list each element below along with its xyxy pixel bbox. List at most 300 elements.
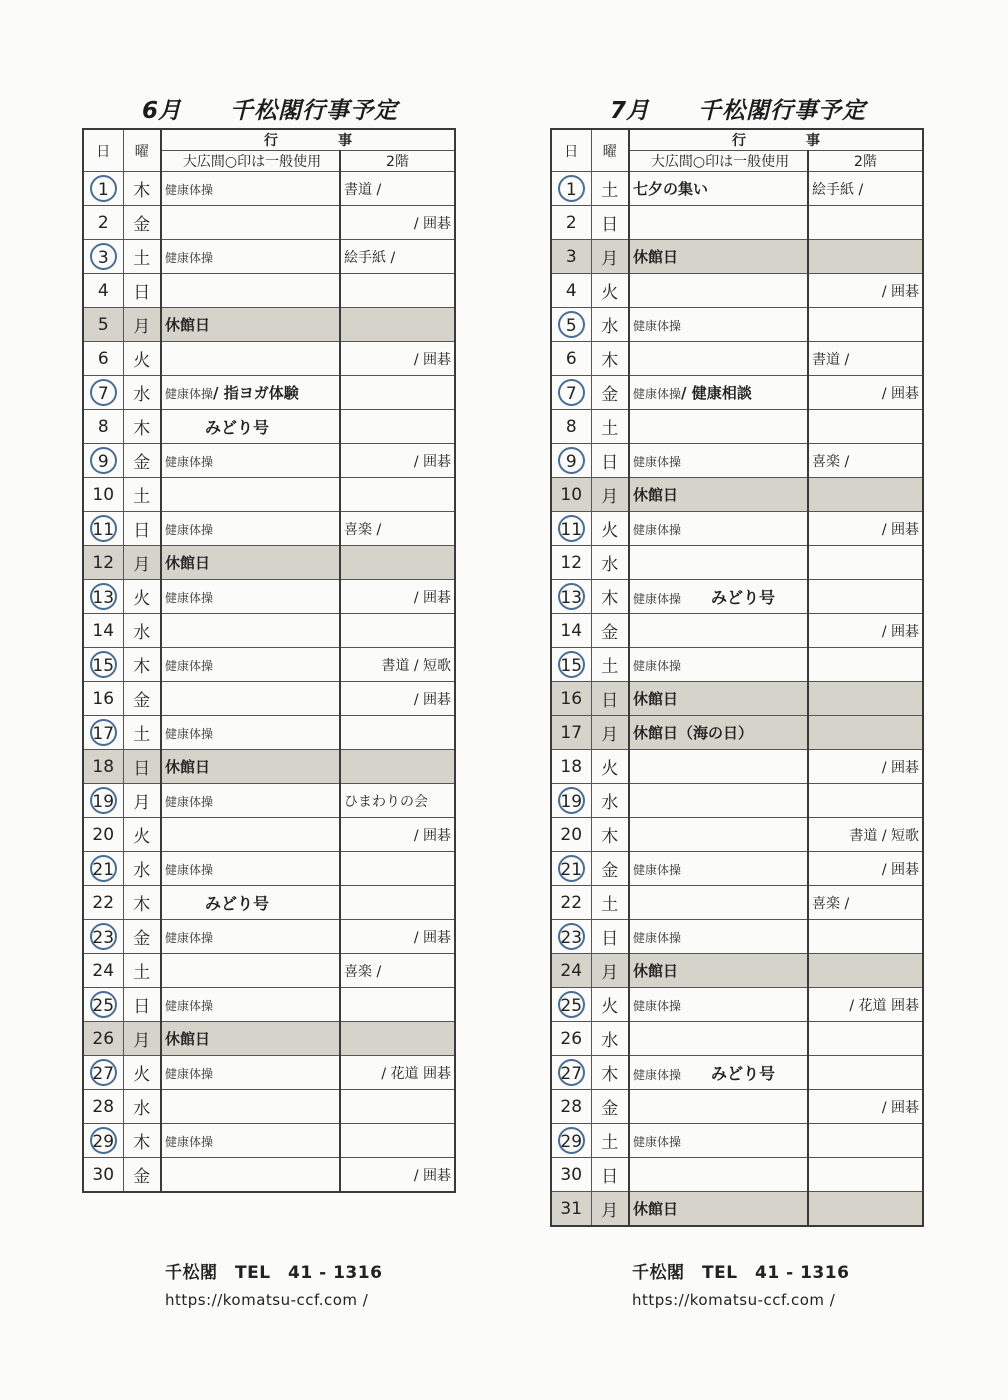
table-row (83, 172, 455, 206)
table-row (551, 410, 923, 444)
table-row (551, 444, 923, 478)
table-row (551, 988, 923, 1022)
floor2-event: / 囲碁 (413, 827, 451, 844)
hall-event: 休館日 (633, 962, 679, 980)
hall-event: 健康体操 (165, 726, 214, 741)
weekday-cell: 金 (123, 920, 161, 954)
floor2-event: 喜楽 / (812, 895, 850, 912)
table-row (551, 648, 923, 682)
hall-event-cell (629, 478, 808, 512)
day-number: 20 (560, 824, 583, 845)
floor2-event-cell (808, 614, 923, 648)
public-use-circle: 19 (90, 787, 117, 814)
public-use-circle: 1 (558, 175, 585, 202)
weekday-cell: 金 (123, 682, 161, 716)
day-cell (83, 444, 123, 478)
weekday-cell: 日 (591, 444, 629, 478)
floor2-event-cell (340, 376, 455, 410)
table-row (83, 988, 455, 1022)
hall-event-cell (161, 682, 340, 716)
hall-event-cell (161, 308, 340, 342)
floor2-event-cell (808, 886, 923, 920)
day-cell (551, 648, 591, 682)
day-number: 22 (560, 892, 583, 913)
floor2-event: / 囲碁 (413, 1167, 451, 1184)
floor2-event: / 囲碁 (881, 1099, 919, 1116)
floor2-event-cell (340, 614, 455, 648)
table-row (551, 512, 923, 546)
weekday-cell: 水 (123, 376, 161, 410)
floor2-event: / 囲碁 (413, 691, 451, 708)
public-use-circle: 13 (90, 583, 117, 610)
floor2-event-cell (808, 308, 923, 342)
weekday-cell: 木 (591, 1056, 629, 1090)
table-row (551, 580, 923, 614)
public-use-circle: 29 (558, 1127, 585, 1154)
day-cell (551, 580, 591, 614)
hall-event: 休館日 (633, 1200, 679, 1218)
day-cell (83, 240, 123, 274)
weekday-cell: 火 (123, 580, 161, 614)
closed-day-row (551, 954, 923, 988)
closed-day-row (83, 308, 455, 342)
hall-event-cell (161, 716, 340, 750)
table-row (551, 342, 923, 376)
day-cell (551, 818, 591, 852)
weekday-cell: 木 (123, 172, 161, 206)
day-cell (551, 1090, 591, 1124)
floor2-event-cell (340, 1022, 455, 1056)
day-cell (83, 716, 123, 750)
weekday-cell: 水 (123, 614, 161, 648)
hall-event-cell (161, 852, 340, 886)
hall-event-cell (161, 1158, 340, 1193)
table-row (551, 818, 923, 852)
floor2-event-cell (808, 750, 923, 784)
floor2-event-cell (340, 1124, 455, 1158)
hall-event-cell (629, 580, 808, 614)
events-header: 行事 (629, 129, 923, 151)
hall-event-extra: / 指ヨガ体験 (213, 384, 299, 402)
floor2-event: 書道 / (344, 181, 382, 198)
day-cell (551, 376, 591, 410)
hall-event-cell (629, 172, 808, 206)
public-use-circle: 13 (558, 583, 585, 610)
weekday-cell: 水 (591, 546, 629, 580)
public-use-circle: 29 (90, 1127, 117, 1154)
weekday-cell: 火 (591, 988, 629, 1022)
hall-event-cell (161, 546, 340, 580)
weekday-cell: 月 (591, 716, 629, 750)
day-cell (551, 444, 591, 478)
weekday-cell: 水 (591, 784, 629, 818)
public-use-circle: 7 (90, 379, 117, 406)
floor2-event-cell (808, 988, 923, 1022)
weekday-cell: 土 (591, 1124, 629, 1158)
day-number: 2 (565, 212, 577, 233)
weekday-cell: 月 (591, 1192, 629, 1227)
day-cell (551, 852, 591, 886)
hall-event: 健康体操 (165, 590, 214, 605)
hall-event: 休館日 (633, 486, 679, 504)
floor2-event: / 囲碁 (881, 759, 919, 776)
day-number: 20 (92, 824, 115, 845)
floor2-event-cell (808, 716, 923, 750)
hall-event: 健康体操 (633, 318, 682, 333)
hall-event-cell (161, 410, 340, 444)
floor2-event: 書道 / (812, 351, 850, 368)
weekday-cell: 金 (123, 1158, 161, 1193)
floor2-event: / 囲碁 (413, 351, 451, 368)
weekday-cell: 金 (591, 1090, 629, 1124)
day-cell (551, 988, 591, 1022)
day-cell (551, 546, 591, 580)
hall-event-cell (629, 512, 808, 546)
hall-event: 健康体操 (165, 862, 214, 877)
hall-event-cell (629, 376, 808, 410)
hall-event-cell (161, 954, 340, 988)
table-row (551, 1056, 923, 1090)
table-row (551, 274, 923, 308)
floor2-event-cell (808, 1192, 923, 1227)
floor2-event: ひまわりの会 (344, 793, 428, 810)
table-row (551, 614, 923, 648)
public-use-circle: 5 (558, 311, 585, 338)
july-month-label: 7月 (610, 98, 650, 124)
hall-header: 大広間○印は一般使用 (161, 151, 340, 172)
table-row (83, 1124, 455, 1158)
floor2-event-cell (808, 648, 923, 682)
day-number: 12 (92, 552, 115, 573)
hall-event: 健康体操 (633, 522, 682, 537)
weekday-cell: 土 (123, 478, 161, 512)
contact-phone: 千松閣 TEL 41 - 1316 (632, 1263, 850, 1283)
hall-event-cell (629, 886, 808, 920)
floor2-event-cell (808, 682, 923, 716)
day-number: 24 (92, 960, 115, 981)
day-cell (551, 240, 591, 274)
floor2-event-cell (808, 444, 923, 478)
july-calendar (550, 88, 924, 1227)
day-number: 18 (560, 756, 583, 777)
closed-day-row (83, 546, 455, 580)
table-row (551, 546, 923, 580)
hall-event-cell (629, 308, 808, 342)
hall-event-cell (629, 988, 808, 1022)
day-cell (83, 206, 123, 240)
day-cell (551, 478, 591, 512)
public-use-circle: 15 (90, 651, 117, 678)
public-use-circle: 21 (558, 855, 585, 882)
floor2-event-cell (808, 1090, 923, 1124)
table-row (551, 886, 923, 920)
table-row (551, 1022, 923, 1056)
day-cell (551, 716, 591, 750)
hall-event-cell (161, 614, 340, 648)
floor2-event-cell (808, 1022, 923, 1056)
june-calendar (82, 88, 456, 1193)
weekday-cell: 日 (591, 1158, 629, 1192)
public-use-circle: 3 (90, 243, 117, 270)
day-cell (83, 1056, 123, 1090)
hall-event-cell (161, 1056, 340, 1090)
hall-event: 休館日 (165, 554, 211, 572)
day-cell (551, 274, 591, 308)
day-number: 5 (97, 314, 109, 335)
floor2-event-cell (808, 172, 923, 206)
hall-event: 健康体操 (633, 592, 682, 606)
day-cell (551, 410, 591, 444)
website-url[interactable]: https://komatsu-ccf.com / (632, 1291, 836, 1309)
june-title-block (82, 88, 456, 128)
hall-event-cell (161, 886, 340, 920)
floor2-event-cell (340, 206, 455, 240)
floor2-event-cell (340, 750, 455, 784)
floor2-event-cell (340, 580, 455, 614)
hall-event-cell (629, 546, 808, 580)
floor2-event-cell (808, 206, 923, 240)
table-row (83, 920, 455, 954)
floor2-event-cell (340, 240, 455, 274)
day-number: 2 (97, 212, 109, 233)
day-number: 12 (560, 552, 583, 573)
table-row (83, 410, 455, 444)
hall-event-cell (629, 954, 808, 988)
hall-event: 健康体操 (165, 998, 214, 1013)
hall-event: 健康体操 (165, 1134, 214, 1149)
hall-event: 健康体操 (633, 930, 682, 945)
table-row (551, 920, 923, 954)
hall-event-cell (629, 818, 808, 852)
floor2-event-cell (340, 988, 455, 1022)
weekday-cell: 月 (123, 546, 161, 580)
day-cell (83, 614, 123, 648)
weekday-cell: 土 (591, 410, 629, 444)
day-cell (551, 954, 591, 988)
floor2-event-cell (340, 648, 455, 682)
weekday-cell: 木 (123, 886, 161, 920)
day-cell (83, 1158, 123, 1193)
hall-event-cell (629, 750, 808, 784)
day-cell (83, 988, 123, 1022)
floor2-event-cell (340, 784, 455, 818)
floor2-event-cell (340, 410, 455, 444)
hall-event-cell (629, 342, 808, 376)
weekday-cell: 日 (123, 750, 161, 784)
hall-event-cell (161, 1090, 340, 1124)
closed-day-row (551, 682, 923, 716)
day-cell (83, 512, 123, 546)
weekday-cell: 日 (123, 988, 161, 1022)
day-cell (551, 614, 591, 648)
floor2-event: / 囲碁 (881, 861, 919, 878)
hall-event: 健康体操 (633, 387, 682, 401)
hall-event-cell (161, 818, 340, 852)
floor2-event-cell (340, 478, 455, 512)
table-row (83, 716, 455, 750)
july-schedule-table (550, 128, 924, 1227)
floor2-event-cell (808, 954, 923, 988)
hall-event-cell (629, 1090, 808, 1124)
floor2-event-cell (808, 274, 923, 308)
weekday-cell: 日 (591, 920, 629, 954)
weekday-cell: 日 (591, 206, 629, 240)
floor2-event: 喜楽 / (812, 453, 850, 470)
day-cell (83, 308, 123, 342)
day-cell (83, 410, 123, 444)
weekday-cell: 木 (591, 818, 629, 852)
weekday-header: 曜 (591, 129, 629, 172)
website-url[interactable]: https://komatsu-ccf.com / (165, 1291, 369, 1309)
day-number: 14 (92, 620, 115, 641)
hall-event-cell (161, 206, 340, 240)
hall-event-cell (629, 716, 808, 750)
weekday-cell: 火 (123, 342, 161, 376)
weekday-cell: 金 (591, 376, 629, 410)
day-header: 日 (551, 129, 591, 172)
table-row (551, 206, 923, 240)
day-number: 4 (97, 280, 109, 301)
floor2-event-cell (808, 818, 923, 852)
day-cell (551, 886, 591, 920)
floor2-header: 2階 (808, 151, 923, 172)
hall-event: 七夕の集い (633, 180, 709, 198)
floor2-event-cell (340, 1056, 455, 1090)
june-month-label: 6月 (142, 98, 182, 124)
hall-event-cell (629, 1158, 808, 1192)
weekday-cell: 火 (591, 750, 629, 784)
day-cell (83, 852, 123, 886)
weekday-cell: 土 (591, 886, 629, 920)
hall-event-cell (629, 274, 808, 308)
june-schedule-table (82, 128, 456, 1193)
hall-event-cell (161, 580, 340, 614)
hall-event-cell (629, 852, 808, 886)
floor2-event: 喜楽 / (344, 963, 382, 980)
june-rows (83, 172, 455, 1193)
weekday-cell: 月 (123, 308, 161, 342)
closed-day-row (551, 240, 923, 274)
closed-day-row (551, 478, 923, 512)
weekday-cell: 土 (591, 172, 629, 206)
day-number: 6 (97, 348, 109, 369)
floor2-event-cell (340, 444, 455, 478)
hall-event-cell (161, 172, 340, 206)
public-use-circle: 11 (90, 515, 117, 542)
weekday-cell: 月 (123, 784, 161, 818)
hall-event-cell (629, 1022, 808, 1056)
table-row (83, 206, 455, 240)
day-cell (83, 546, 123, 580)
weekday-cell: 木 (591, 342, 629, 376)
day-number: 8 (97, 416, 109, 437)
hall-event-cell (161, 920, 340, 954)
day-cell (83, 818, 123, 852)
table-row (83, 784, 455, 818)
floor2-event-cell (340, 920, 455, 954)
day-cell (83, 682, 123, 716)
hall-event: 健康体操 (165, 387, 214, 401)
hall-event: 休館日 (633, 690, 679, 708)
floor2-event: 書道 / 短歌 (849, 827, 919, 844)
weekday-cell: 月 (591, 240, 629, 274)
closed-day-row (83, 750, 455, 784)
weekday-cell: 水 (591, 308, 629, 342)
hall-event: 健康体操 (165, 182, 214, 197)
floor2-event-cell (340, 1158, 455, 1193)
floor2-event: 絵手紙 / (344, 249, 396, 266)
weekday-header: 曜 (123, 129, 161, 172)
day-number: 16 (560, 688, 583, 709)
hall-event: みどり号 (204, 894, 269, 913)
floor2-event: / 囲碁 (413, 589, 451, 606)
events-header: 行事 (161, 129, 455, 151)
floor2-event-cell (340, 546, 455, 580)
day-number: 4 (565, 280, 577, 301)
floor2-event-cell (808, 784, 923, 818)
weekday-cell: 火 (123, 1056, 161, 1090)
hall-event: 休館日 (165, 316, 211, 334)
table-row (551, 376, 923, 410)
public-use-circle: 27 (90, 1059, 117, 1086)
public-use-circle: 7 (558, 379, 585, 406)
weekday-cell: 土 (123, 716, 161, 750)
day-cell (83, 1090, 123, 1124)
weekday-cell: 日 (123, 512, 161, 546)
weekday-cell: 月 (591, 954, 629, 988)
hall-event: 休館日 (633, 248, 679, 266)
table-row (551, 1124, 923, 1158)
closed-day-row (551, 716, 923, 750)
table-row (83, 1158, 455, 1193)
weekday-cell: 日 (123, 274, 161, 308)
table-row (83, 512, 455, 546)
weekday-cell: 水 (591, 1022, 629, 1056)
floor2-event: / 囲碁 (413, 453, 451, 470)
hall-event-cell (629, 206, 808, 240)
weekday-cell: 木 (123, 410, 161, 444)
table-row (83, 1090, 455, 1124)
floor2-event-cell (340, 308, 455, 342)
floor2-event-cell (808, 1124, 923, 1158)
day-number: 18 (92, 756, 115, 777)
hall-event-cell (161, 274, 340, 308)
day-cell (83, 376, 123, 410)
hall-event-cell (161, 376, 340, 410)
day-number: 10 (560, 484, 583, 505)
hall-event-cell (629, 1124, 808, 1158)
weekday-cell: 火 (123, 818, 161, 852)
floor2-event-cell (340, 172, 455, 206)
day-cell (83, 784, 123, 818)
hall-event-cell (161, 1022, 340, 1056)
day-cell (551, 308, 591, 342)
weekday-cell: 火 (591, 274, 629, 308)
floor2-event: 絵手紙 / (812, 181, 864, 198)
table-row (551, 852, 923, 886)
day-cell (83, 954, 123, 988)
hall-event-cell (161, 512, 340, 546)
hall-event: 休館日 (165, 1030, 211, 1048)
day-number: 30 (560, 1164, 583, 1185)
hall-event: 休館日（海の日） (633, 724, 754, 742)
hall-event-cell (629, 240, 808, 274)
hall-event-cell (161, 750, 340, 784)
hall-event-extra: みどり号 (711, 588, 776, 607)
floor2-event-cell (808, 852, 923, 886)
day-cell (551, 920, 591, 954)
hall-event-cell (629, 648, 808, 682)
